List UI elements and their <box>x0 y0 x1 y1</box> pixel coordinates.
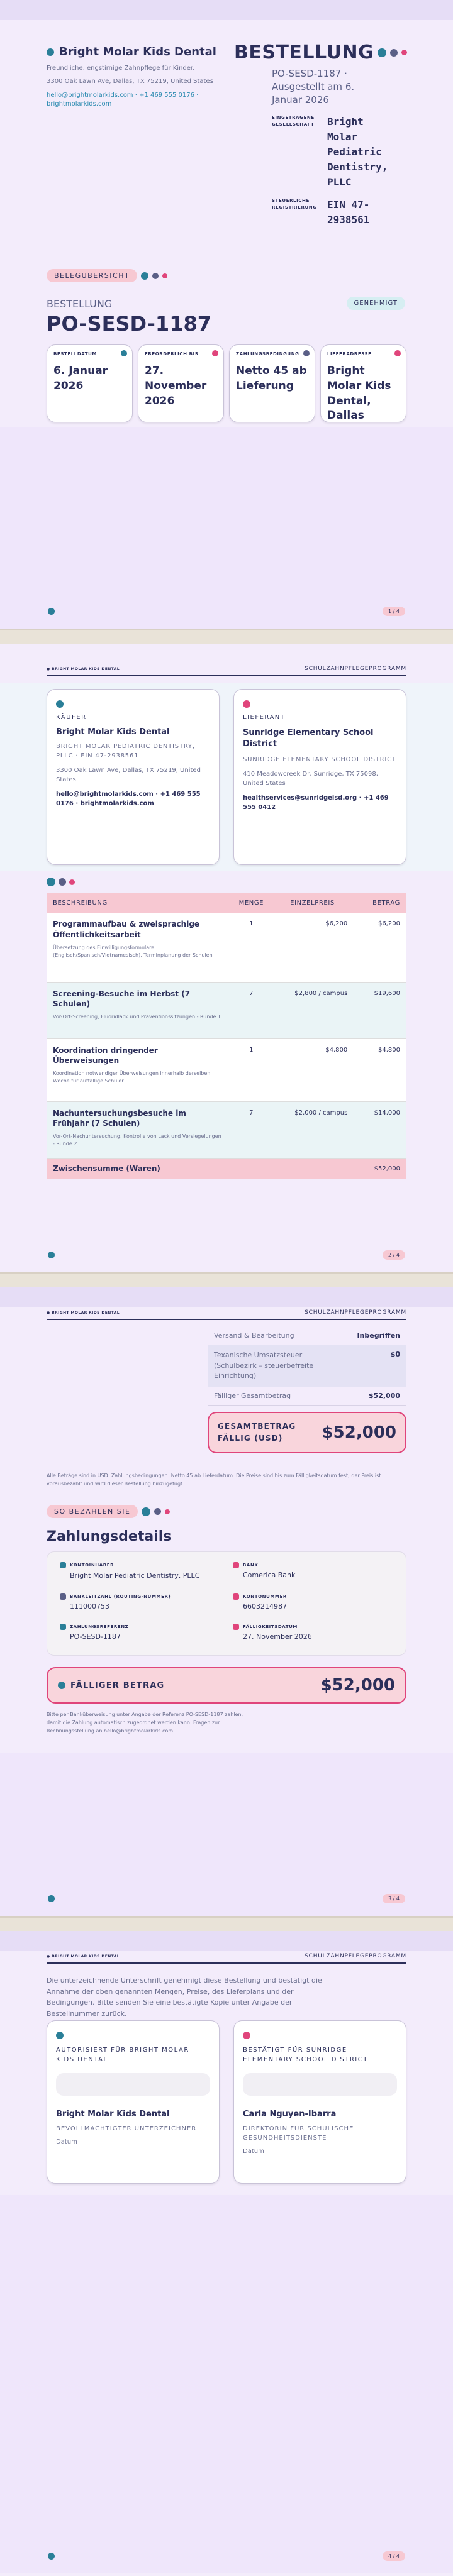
page-number: 3 / 4 <box>383 1894 405 1903</box>
page-3 <box>0 1287 453 1916</box>
footer-dot-icon <box>48 1895 55 1902</box>
item-amount: $4,800 <box>378 1046 400 1054</box>
page-gap <box>0 1916 453 1931</box>
field-value: 27. November 2026 <box>243 1632 312 1641</box>
header-program: SCHULZAHNPFLEGEPROGRAMM <box>305 1309 406 1316</box>
buyer-card <box>47 689 220 865</box>
header-program: SCHULZAHNPFLEGEPROGRAMM <box>305 666 406 672</box>
header-brand: ● BRIGHT MOLAR KIDS DENTAL <box>47 666 120 671</box>
due-label: Fälliger Gesamtbetrag <box>214 1391 291 1400</box>
field-label: KONTOINHABER <box>70 1563 115 1568</box>
buyer-address: 3300 Oak Lawn Ave, Dallas, TX 75219, United States <box>56 767 201 783</box>
header-rule <box>47 675 406 676</box>
seller-tagline: Freundliche, engstirnige Zahnpflege für Kinder. <box>47 65 195 72</box>
shipping-value: Inbegriffen <box>357 1331 400 1340</box>
col-amount: BETRAG <box>372 899 400 906</box>
amount-dot-icon <box>58 1682 65 1689</box>
seller-name: Bright Molar Kids Dental <box>59 45 216 58</box>
page-4 <box>0 1931 453 2573</box>
item-qty: 1 <box>249 920 254 927</box>
grand-total-label: GESAMTBETRAG FÄLLIG (USD) <box>218 1421 296 1443</box>
overview-tiles <box>47 344 406 422</box>
item-desc: Koordination notwendiger Überweisungen innerhalb derselben Woche für auffällige Schüler <box>53 1071 211 1084</box>
page-number: 4 / 4 <box>383 2551 405 2561</box>
tile-dot-icon <box>121 350 127 356</box>
tile-value: 6. Januar 2026 <box>53 365 108 392</box>
header-brand: ● BRIGHT MOLAR KIDS DENTAL <box>47 1310 120 1315</box>
buyer-legal: BRIGHT MOLAR PEDIATRIC DENTISTRY, PLLC · EIN 47-2938561 <box>56 743 195 759</box>
header-rule <box>47 1962 406 1964</box>
field-value: Comerica Bank <box>243 1571 296 1579</box>
field-value: PO-SESD-1187 <box>70 1632 121 1641</box>
magenta-dot-icon <box>69 879 75 885</box>
supplier-dot-icon <box>243 700 250 708</box>
overview-badge-row <box>47 269 167 282</box>
grand-total-value: $52,000 <box>322 1423 396 1442</box>
sig-heading: AUTORISIERT FÜR BRIGHT MOLAR KIDS DENTAL <box>56 2047 189 2063</box>
grand-total-box <box>208 1412 406 1453</box>
page-2 <box>0 644 453 1272</box>
page-gap <box>0 629 453 644</box>
supplier-address: 410 Meadowcreek Dr, Sunridge, TX 75098, United States <box>243 771 378 788</box>
footer-dot-icon <box>48 2553 55 2560</box>
supplier-sub: SUNRIDGE ELEMENTARY SCHOOL DISTRICT <box>243 756 396 764</box>
amount-due-value: $52,000 <box>320 1676 395 1695</box>
due-row <box>208 1387 406 1406</box>
buyer-contact[interactable]: hello@brightmolarkids.com · +1 469 555 0176 · brightmolarkids.com <box>56 791 201 807</box>
payment-title: Zahlungsdetails <box>47 1529 172 1544</box>
doc-number-line: PO-SESD-1187 · Ausgestellt am 6. Januar 2026 <box>272 68 355 106</box>
item-price: $4,800 <box>325 1046 348 1054</box>
running-header <box>47 1306 406 1319</box>
tile-dot-icon <box>212 350 218 356</box>
seller-contact[interactable]: hello@brightmolarkids.com · +1 469 555 0176 · brightmolarkids.com <box>47 92 199 107</box>
tax-label: STEUERLICHE REGISTRIERUNG <box>272 198 317 210</box>
top-strip <box>0 0 453 20</box>
buyer-label: KÄUFER <box>56 714 87 721</box>
amount-due-label: FÄLLIGER BETRAG <box>70 1680 165 1690</box>
items-table <box>47 893 406 1179</box>
brand-dot-icon <box>47 48 54 56</box>
slate-dot-icon <box>390 49 398 57</box>
tile-dot-icon <box>394 350 401 356</box>
teal-dot-icon <box>47 878 55 886</box>
item-desc: Vor-Ort-Nachuntersuchung, Kontrolle von Lack und Versiegelungen - Runde 2 <box>53 1133 221 1147</box>
page-number: 2 / 4 <box>383 1250 405 1260</box>
sig-dot-icon <box>243 2032 250 2039</box>
seller-address: 3300 Oak Lawn Ave, Dallas, TX 75219, United States <box>47 78 213 85</box>
overview-kind: BESTELLUNG <box>47 298 113 310</box>
item-price: $2,000 / campus <box>294 1109 348 1116</box>
item-amount: $19,600 <box>374 989 400 997</box>
field-value: 6603214987 <box>243 1602 287 1611</box>
tile-delivery-address <box>320 344 406 422</box>
tile-order-date <box>47 344 133 422</box>
signature-line[interactable] <box>243 2073 397 2096</box>
reg-label: EINGETRAGENE GESELLSCHAFT <box>272 115 315 127</box>
teal-dot-icon <box>142 1507 150 1516</box>
page-number: 1 / 4 <box>383 607 405 616</box>
tile-label: LIEFERADRESSE <box>327 351 372 356</box>
shipping-label: Versand & Bearbeitung <box>214 1331 294 1340</box>
slate-dot-icon <box>59 878 66 886</box>
signature-intro: Die unterzeichnende Unterschrift genehmigt diese Bestellung und bestätigt die Annahme der oben genannten Mengen, Preise, des Lieferplans und der Bedingungen. Bitte senden Sie eine bestätigte Kopie unter Angabe der Bestellnummer zurück. <box>47 1976 322 2018</box>
seller-block <box>47 45 248 109</box>
header-brand: ● BRIGHT MOLAR KIDS DENTAL <box>47 1954 120 1959</box>
tax-value: $0 <box>390 1350 400 1358</box>
sig-dot-icon <box>56 2032 64 2039</box>
item-qty: 7 <box>249 1109 254 1116</box>
buyer-dot-icon <box>56 700 64 708</box>
col-qty: MENGE <box>238 899 264 906</box>
page-gap <box>0 1272 453 1287</box>
top-strip <box>0 1287 453 1307</box>
signature-line[interactable] <box>56 2073 210 2096</box>
sig-date: Datum <box>56 2138 77 2145</box>
supplier-label: LIEFERANT <box>243 714 286 721</box>
field-label: ZAHLUNGSREFERENZ <box>70 1624 129 1630</box>
slate-dot-icon <box>154 1508 161 1515</box>
tile-required-by <box>138 344 224 422</box>
field-label: BANK <box>243 1563 259 1568</box>
tile-value: Bright Molar Kids Dental, Dallas <box>327 365 391 422</box>
overview-number: PO-SESD-1187 <box>47 312 211 336</box>
tax-row <box>208 1345 406 1387</box>
sig-role: DIREKTORIN FÜR SCHULISCHE GESUNDHEITSDIENSTE <box>243 2125 354 2142</box>
tax-label: Texanische Umsatzsteuer (Schulbezirk – steuerbefreite Einrichtung) <box>214 1351 314 1380</box>
doc-title: BESTELLUNG <box>234 41 374 63</box>
tile-dot-icon <box>303 350 310 356</box>
supplier-card <box>233 689 406 865</box>
shipping-row <box>208 1326 406 1345</box>
field-marker-icon <box>233 1624 239 1630</box>
tile-label: ERFORDERLICH BIS <box>145 351 199 356</box>
page-1 <box>0 0 453 629</box>
running-header <box>47 663 406 675</box>
payment-field <box>60 1593 220 1615</box>
tile-label: BESTELLDATUM <box>53 351 97 356</box>
item-desc: Übersetzung des Einwilligungsformulare (Englisch/Spanisch/Vietnamesisch), Terminplanung der Schulen <box>53 944 213 958</box>
payment-details-card <box>47 1551 406 1656</box>
sig-heading: BESTÄTIGT FÜR SUNRIDGE ELEMENTARY SCHOOL DISTRICT <box>243 2047 368 2063</box>
field-marker-icon <box>60 1624 66 1630</box>
item-title: Nachuntersuchungsbesuche im Frühjahr (7 Schulen) <box>53 1108 186 1128</box>
overview-badge: BELEGÜBERSICHT <box>47 269 137 282</box>
field-value: 111000753 <box>70 1602 109 1611</box>
item-qty: 7 <box>249 989 254 997</box>
payment-note: Bitte per Banküberweisung unter Angabe der Referenz PO-SESD-1187 zahlen, damit die Zahlung automatisch zugeordnet werden kann. Fragen zur Rechnungsstellung an hello@brightmolarkids.com. <box>47 1712 243 1734</box>
item-title: Screening-Besuche im Herbst (7 Schulen) <box>53 989 191 1009</box>
item-amount: $14,000 <box>374 1109 400 1116</box>
payment-field <box>60 1562 220 1585</box>
sig-name: Carla Nguyen-Ibarra <box>243 2110 337 2119</box>
field-label: BANKLEITZAHL (ROUTING-NUMMER) <box>70 1594 171 1600</box>
teal-dot-icon <box>378 48 386 57</box>
item-title: Programmaufbau & zweisprachige Öffentlichkeitsarbeit <box>53 920 200 939</box>
field-marker-icon <box>60 1593 66 1600</box>
signature-card-right <box>233 2020 406 2184</box>
bottom-band <box>0 427 453 629</box>
item-price: $6,200 <box>325 920 348 927</box>
item-desc: Vor-Ort-Screening, Fluoridlack und Präventionssitzungen - Runde 1 <box>53 1014 221 1020</box>
totals-block <box>208 1326 406 1453</box>
teal-dot-icon <box>141 272 148 280</box>
payment-badge-row <box>47 1505 170 1518</box>
tile-label: ZAHLUNGSBEDINGUNG <box>236 351 299 356</box>
item-amount: $6,200 <box>378 920 400 927</box>
col-price: EINZELPREIS <box>290 899 335 906</box>
magenta-dot-icon <box>165 1509 170 1514</box>
doc-block <box>234 41 410 228</box>
top-strip <box>0 1931 453 1951</box>
bottom-band <box>0 2195 453 2573</box>
header-rule <box>47 1319 406 1320</box>
reg-value: Bright Molar Pediatric Dentistry, PLLC <box>327 116 388 188</box>
footer-dot-icon <box>48 608 55 615</box>
running-header <box>47 1950 406 1962</box>
item-price: $2,800 / campus <box>294 989 348 997</box>
payment-field <box>233 1562 393 1585</box>
supplier-name: Sunridge Elementary School District <box>243 728 374 749</box>
subtotal-label: Zwischensumme (Waren) <box>53 1164 160 1174</box>
table-row <box>47 1101 406 1158</box>
payment-field <box>233 1624 393 1645</box>
field-label: KONTONUMMER <box>243 1594 287 1600</box>
item-title: Koordination dringender Überweisungen <box>53 1045 158 1065</box>
table-row <box>47 1038 406 1101</box>
bottom-band <box>0 1753 453 1916</box>
header-program: SCHULZAHNPFLEGEPROGRAMM <box>305 1953 406 1959</box>
field-marker-icon <box>233 1562 239 1568</box>
supplier-contact[interactable]: healthservices@sunridgeisd.org · +1 469 555 0412 <box>243 795 389 812</box>
slate-dot-icon <box>152 273 159 279</box>
sig-date: Datum <box>243 2148 264 2155</box>
tax-value: EIN 47-2938561 <box>327 199 370 226</box>
subtotal-value: $52,000 <box>374 1165 400 1172</box>
table-header-row <box>47 893 406 913</box>
sig-role: BEVOLLMÄCHTIGTER UNTERZEICHNER <box>56 2125 197 2132</box>
tile-value: 27. November 2026 <box>145 365 207 407</box>
field-value: Bright Molar Pediatric Dentistry, PLLC <box>70 1571 200 1580</box>
totals-note: Alle Beträge sind in USD. Zahlungsbedingungen: Netto 45 ab Lieferdatum. Die Preise sind bis zum Fälligkeitsdatum fest; der Preis ist vorausbezahlt und wird dieser Bestellung hinzugefügt. <box>47 1473 381 1487</box>
sig-name: Bright Molar Kids Dental <box>56 2110 170 2119</box>
magenta-dot-icon <box>401 50 407 55</box>
magenta-dot-icon <box>162 273 167 278</box>
dot-row <box>47 878 75 886</box>
payment-field <box>60 1624 220 1645</box>
tile-payment-terms <box>229 344 315 422</box>
due-value: $52,000 <box>368 1391 400 1400</box>
field-marker-icon <box>233 1593 239 1600</box>
table-row <box>47 913 406 982</box>
item-qty: 1 <box>249 1046 254 1054</box>
field-marker-icon <box>60 1562 66 1568</box>
tile-value: Netto 45 ab Lieferung <box>236 365 307 392</box>
footer-dot-icon <box>48 1252 55 1258</box>
buyer-name: Bright Molar Kids Dental <box>56 727 170 737</box>
amount-due-box <box>47 1667 406 1704</box>
payment-badge: SO BEZAHLEN SIE <box>47 1505 138 1518</box>
payment-field <box>233 1593 393 1615</box>
col-description: BESCHREIBUNG <box>53 899 108 906</box>
signature-card-left <box>47 2020 220 2184</box>
subtotal-row <box>47 1158 406 1179</box>
field-label: FÄLLIGKEITSDATUM <box>243 1624 298 1630</box>
status-badge: GENEHMIGT <box>347 297 405 310</box>
table-row <box>47 982 406 1038</box>
